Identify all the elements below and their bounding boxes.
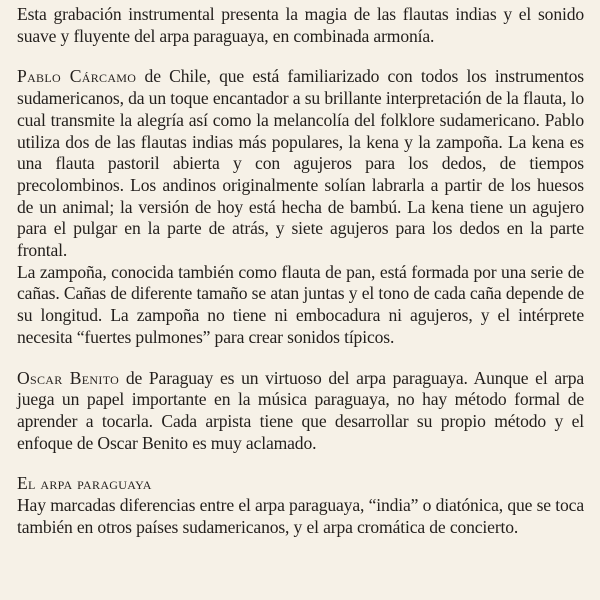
zampona-paragraph: La zampoña, conocida también como flauta de pan, está formada por una serie de cañas. Cañas de diferente tamaño se atan juntas y el tono de cada caña depende de su longitud. La zampoña no tiene ni embocadura ni agujeros, y el intérprete necesita “fuertes pulmones” para crear sonidos típicos. bbox=[17, 261, 584, 347]
arpa-paragraph: Hay marcadas diferencias entre el arpa paraguaya, “india” o diatónica, que se toca también en otros países sudamericanos, y el arpa cromática de concierto. bbox=[17, 495, 584, 537]
oscar-paragraph bbox=[17, 368, 584, 455]
pablo-paragraph bbox=[17, 66, 584, 261]
paragraph-gap bbox=[17, 47, 584, 66]
pablo-name: Pablo Cárcamo bbox=[17, 66, 137, 87]
intro-paragraph: Esta grabación instrumental presenta la magia de las flautas indias y el sonido suave y fluyente del arpa paraguaya, en combinada armonía. bbox=[17, 4, 584, 46]
oscar-bio: de Paraguay es un virtuoso del arpa paraguaya. Aunque el arpa juega un papel importante en la música paraguaya, no hay método formal de aprender a tocarla. Cada arpista tiene que desarrollar su propio método y el enfoque de Oscar Benito es muy aclamado. bbox=[17, 367, 584, 453]
paragraph-gap bbox=[17, 454, 584, 473]
arpa-heading: El arpa paraguaya bbox=[17, 473, 152, 494]
paragraph-gap bbox=[17, 349, 584, 368]
pablo-bio: de Chile, que está familiarizado con todos los instrumentos sudamericanos, da un toque encantador a su brillante interpretación de la flauta, lo cual transmite la alegría así como la melancolía del folklore sudamericano. Pablo utiliza dos de las flautas indias más populares, la kena y la zampoña. La kena es una flauta pastoril abierta y con agujeros para los dedos, de tiempos precolombinos. Los andinos originalmente solían labrarla a partir de los huesos de un animal; la versión de hoy está hecha de bambú. La kena tiene un agujero para el pulgar en la parte de atrás, y siete agujeros para los dedos en la parte frontal. bbox=[17, 66, 584, 261]
oscar-name: Oscar Benito bbox=[17, 367, 120, 388]
